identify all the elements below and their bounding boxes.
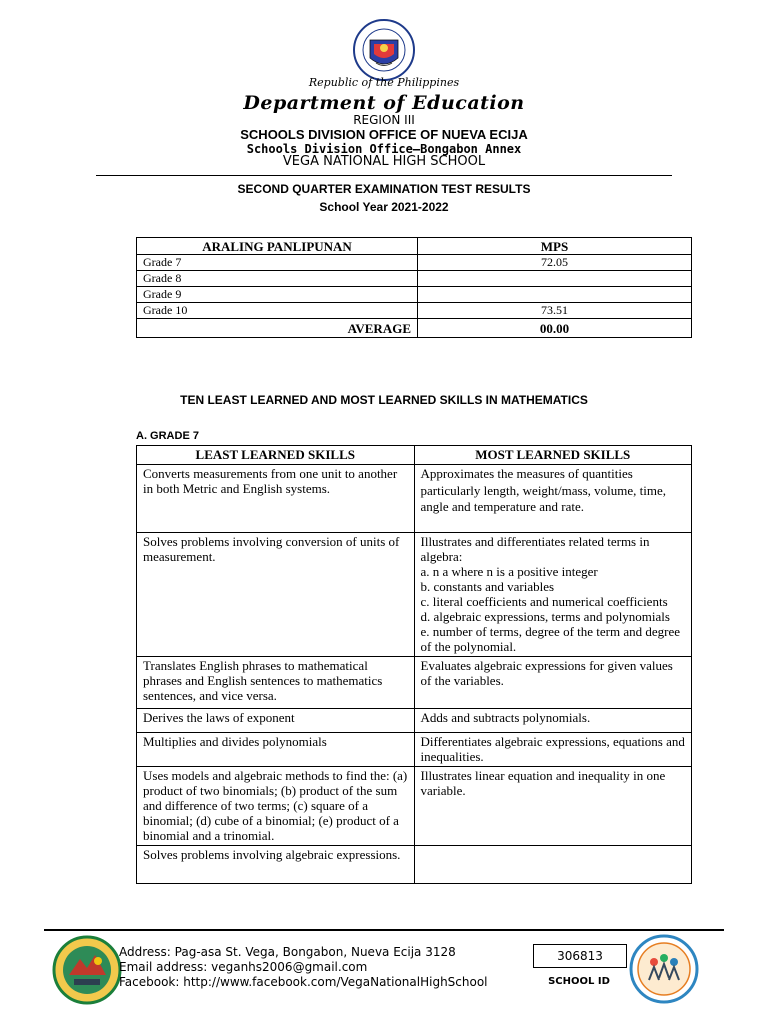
most-skill-cell: Differentiates algebraic expressions, equations and inequalities. (414, 733, 692, 767)
table-header-row (137, 238, 692, 255)
mps-cell (418, 287, 692, 303)
table-row (137, 709, 692, 733)
republic-line: Republic of the Philippines (308, 76, 460, 89)
deped-seal-icon (352, 18, 416, 82)
least-skill-cell: Translates English phrases to mathematical phrases and English sentences to mathematics sentences, and vice versa. (137, 657, 415, 709)
grade-label: A. GRADE 7 (136, 430, 199, 442)
table-row (137, 303, 692, 319)
most-skill-cell: Adds and subtracts polynomials. (414, 709, 692, 733)
subject-header: ARALING PANLIPUNAN (137, 238, 418, 255)
table-header-row (137, 446, 692, 465)
most-skill-cell: Illustrates linear equation and inequality in one variable. (414, 767, 692, 846)
school-id-label: SCHOOL ID (548, 976, 610, 987)
school-year: School Year 2021-2022 (319, 200, 449, 214)
footer-contact (119, 945, 488, 990)
least-skill-cell: Derives the laws of exponent (137, 709, 415, 733)
mps-header: MPS (418, 238, 692, 255)
table-row (137, 465, 692, 533)
most-skill-cell: Evaluates algebraic expressions for given values of the variables. (414, 657, 692, 709)
table-row (137, 287, 692, 303)
average-value: 00.00 (418, 319, 692, 338)
grade-cell: Grade 7 (137, 255, 418, 271)
department-title: Department of Education (243, 92, 525, 114)
grade-cell: Grade 10 (137, 303, 418, 319)
footer-divider (44, 929, 724, 931)
most-skill-cell: Approximates the measures of quantities particularly length, weight/mass, volume, time, angle and temperature and rate. (414, 465, 692, 533)
office-line: Schools Division Office—Bongabon Annex (246, 142, 522, 156)
table-row (137, 255, 692, 271)
least-skill-cell: Uses models and algebraic methods to find the: (a) product of two binomials; (b) product of the sum and difference of two terms; (c) square of a binomial; (d) cube of a binomial; (e) product of a binomial and a trinomial. (137, 767, 415, 846)
least-learned-header: LEAST LEARNED SKILLS (137, 446, 415, 465)
address-line: Address: Pag-asa St. Vega, Bongabon, Nueva Ecija 3128 (119, 945, 456, 959)
average-label: AVERAGE (137, 319, 418, 338)
mps-cell (418, 271, 692, 287)
average-row (137, 319, 692, 338)
least-skill-cell: Solves problems involving conversion of units of measurement. (137, 533, 415, 657)
header-divider (96, 175, 672, 176)
region-line: REGION III (353, 113, 415, 127)
grade-cell: Grade 8 (137, 271, 418, 287)
least-skill-cell: Multiplies and divides polynomials (137, 733, 415, 767)
school-id-box: 306813 (533, 944, 627, 968)
school-name: VEGA NATIONAL HIGH SCHOOL (282, 154, 486, 169)
table-row (137, 533, 692, 657)
school-seal-icon (52, 935, 122, 1005)
most-learned-header: MOST LEARNED SKILLS (414, 446, 692, 465)
table-row (137, 657, 692, 709)
mps-table (136, 237, 692, 338)
email-line: Email address: veganhs2006@gmail.com (119, 960, 368, 974)
table-row (137, 733, 692, 767)
skills-heading: TEN LEAST LEARNED AND MOST LEARNED SKILLS IN MATHEMATICS (180, 393, 588, 407)
most-skill-cell (414, 846, 692, 884)
skills-table (136, 445, 692, 884)
mps-cell: 72.05 (418, 255, 692, 271)
table-row (137, 271, 692, 287)
facebook-line: Facebook: http://www.facebook.com/VegaNationalHighSchool (119, 975, 488, 989)
most-skill-cell: Illustrates and differentiates related terms in algebra: a. n a where n is a positive integer b. constants and variables c. literal coefficients and numerical coefficients d. algebraic expressions, terms and polynomials e. number of terms, degree of the term and degree of the polynomial. (414, 533, 692, 657)
child-friendly-school-icon (629, 934, 699, 1004)
table-row (137, 767, 692, 846)
exam-title: SECOND QUARTER EXAMINATION TEST RESULTS (237, 182, 531, 196)
least-skill-cell: Converts measurements from one unit to another in both Metric and English systems. (137, 465, 415, 533)
table-row (137, 846, 692, 884)
least-skill-cell: Solves problems involving algebraic expressions. (137, 846, 415, 884)
mps-cell: 73.51 (418, 303, 692, 319)
division-line: SCHOOLS DIVISION OFFICE OF NUEVA ECIJA (240, 127, 528, 142)
grade-cell: Grade 9 (137, 287, 418, 303)
